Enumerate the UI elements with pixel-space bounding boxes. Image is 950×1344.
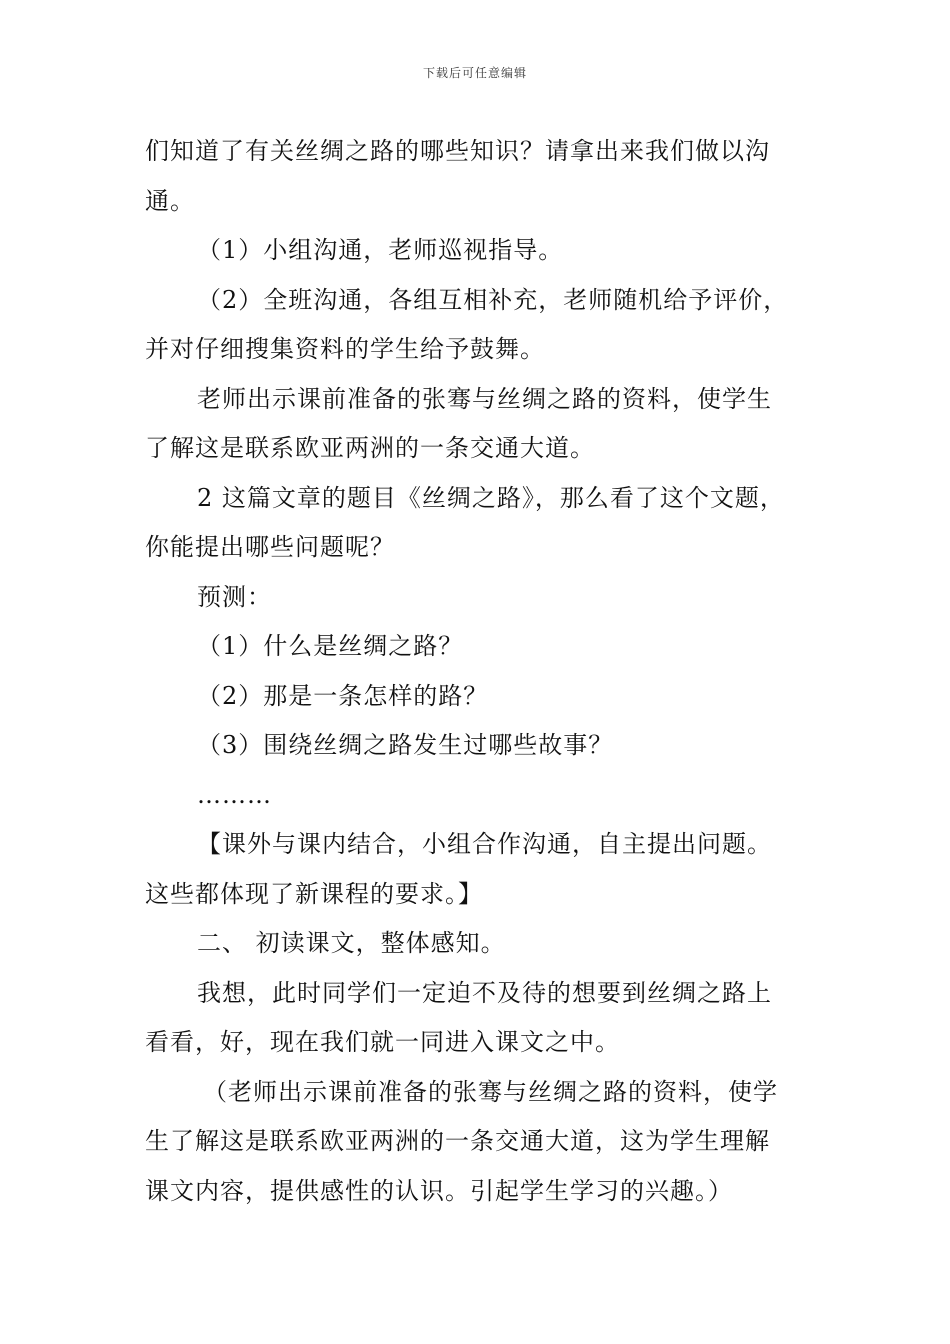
- text-line: （1）小组沟通，老师巡视指导。: [197, 236, 564, 264]
- document-body: [145, 127, 835, 1216]
- page-header: 下载后可任意编辑: [422, 66, 527, 80]
- text-line: 2 这篇文章的题目《丝绸之路》，那么看了这个文题，: [197, 483, 785, 512]
- text-line: （2）全班沟通，各组互相补充，老师随机给予评价，: [197, 285, 789, 314]
- text-line: （2）那是一条怎样的路？: [197, 681, 489, 710]
- text-line: 看看，好，现在我们就一同进入课文之中。: [145, 1028, 620, 1056]
- text-line: （3）围绕丝绸之路发生过哪些故事？: [197, 731, 614, 759]
- text-line: 通。: [145, 186, 195, 215]
- text-line: 们知道了有关丝绸之路的哪些知识？请拿出来我们做以沟: [145, 137, 770, 165]
- text-line: 生了解这是联系欧亚两洲的一条交通大道，这为学生理解: [145, 1127, 770, 1155]
- text-line: 老师出示课前准备的张骞与丝绸之路的资料，使学生: [197, 384, 772, 413]
- text-line: 我想，此时同学们一定迫不及待的想要到丝绸之路上: [197, 978, 772, 1007]
- text-line: 【课外与课内结合，小组合作沟通，自主提出问题。: [197, 830, 772, 858]
- text-line: （1）什么是丝绸之路？: [197, 632, 464, 660]
- text-line: 你能提出哪些问题呢？: [145, 533, 395, 561]
- text-line: 了解这是联系欧亚两洲的一条交通大道。: [145, 434, 595, 462]
- text-line: 并对仔细搜集资料的学生给予鼓舞。: [145, 335, 545, 363]
- text-line: 课文内容，提供感性的认识。引起学生学习的兴趣。）: [145, 1176, 733, 1205]
- text-line: 预测：: [197, 582, 272, 611]
- section-heading: 二、 初读课文，整体感知。: [197, 929, 506, 957]
- text-line: 这些都体现了新课程的要求。】: [145, 879, 483, 908]
- text-line: ………: [197, 780, 272, 809]
- text-line: （老师出示课前准备的张骞与丝绸之路的资料，使学: [203, 1077, 778, 1106]
